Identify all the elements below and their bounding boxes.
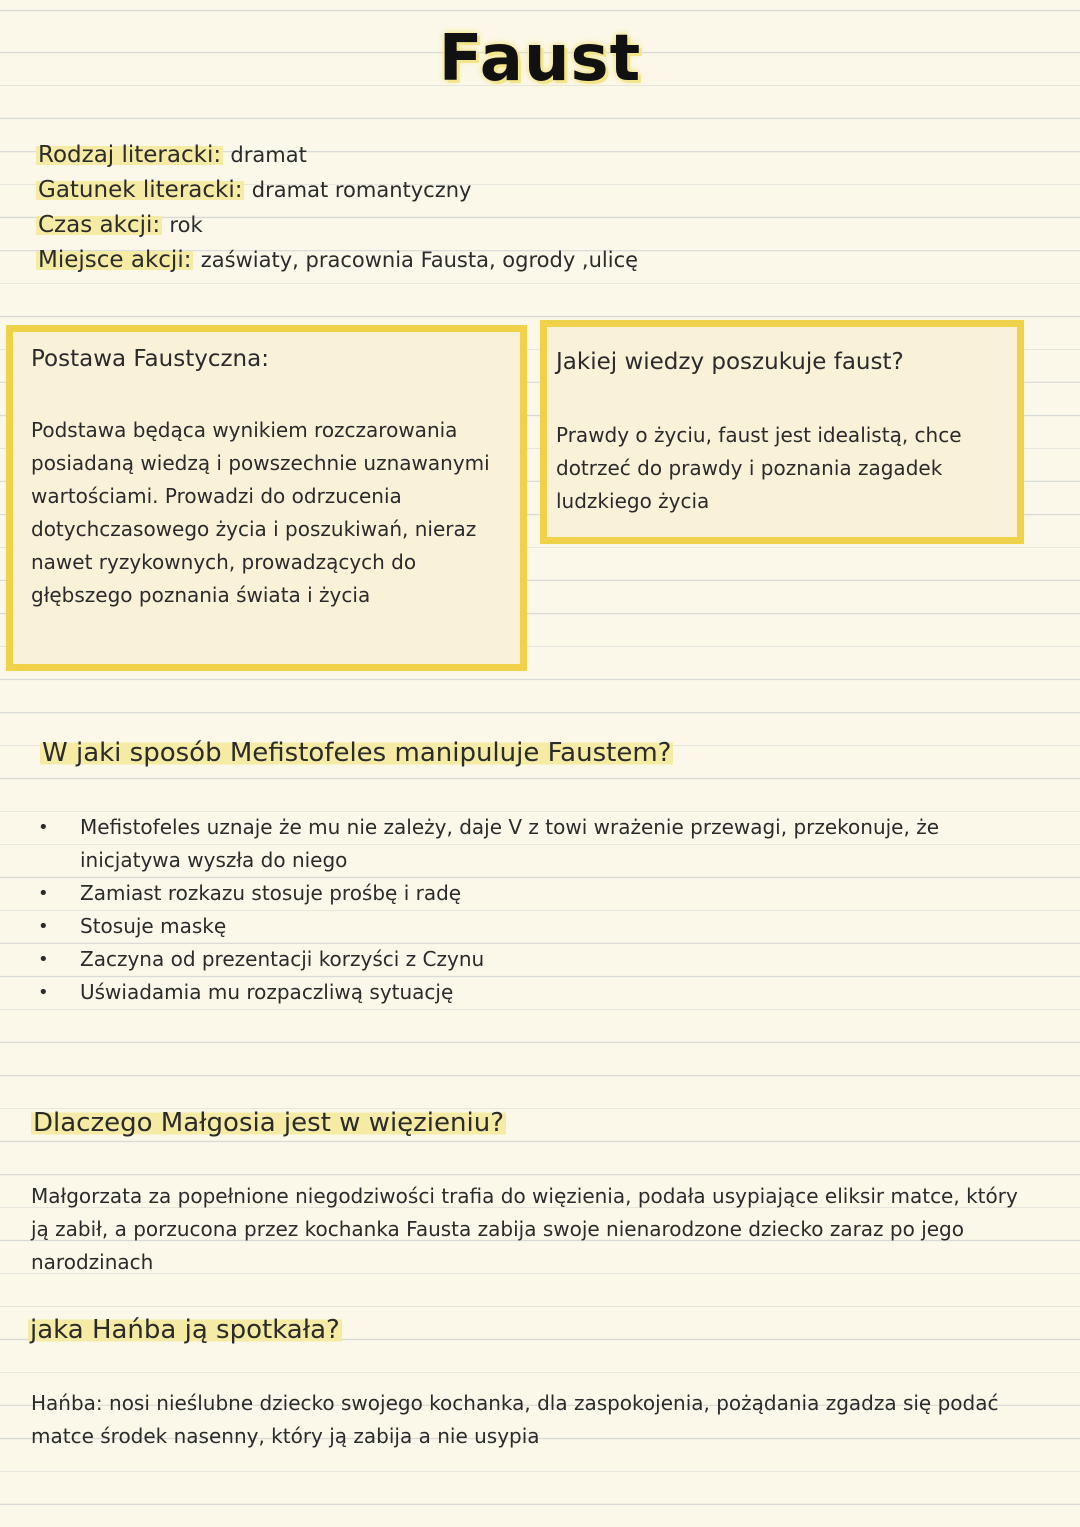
- knowledge-box: [540, 320, 1024, 544]
- prison-text: Małgorzata za popełnione niegodziwości trafia do więzienia, podała usypiające eliksir matce, który ją zabił, a porzucona przez kochanka Fausta zabija swoje nienarodzone dziecko zaraz po jego narodzinach: [31, 1184, 1018, 1274]
- meta-label: Rodzaj literacki:: [38, 142, 222, 168]
- meta-place: [36, 243, 638, 278]
- box-body: Prawdy o życiu, faust jest idealistą, chce dotrzeć do prawdy i poznania zagadek ludzkiego życia: [556, 423, 962, 513]
- box-title: Jakiej wiedzy poszukuje faust?: [556, 349, 904, 375]
- meta-value: dramat romantyczny: [251, 178, 472, 202]
- shame-text: Hańba: nosi nieślubne dziecko swojego kochanka, dla zaspokojenia, pożądania zgadza się podać matce środek nasenny, który ją zabija a nie usypia: [31, 1391, 999, 1448]
- meta-genre: [36, 173, 472, 208]
- box-body: Podstawa będąca wynikiem rozczarowania posiadaną wiedzą i powszechnie uznawanymi wartościami. Prowadzi do odrzucenia dotychczasowego życia i poszukiwań, nieraz nawet ryzykownych, prowadzących do głębszego poznania świata i życia: [31, 418, 490, 607]
- box-title: Postawa Faustyczna:: [31, 346, 269, 372]
- list-item: • Uświadamia mu rozpaczliwą sytuację: [36, 976, 1036, 1009]
- meta-label: Gatunek literacki:: [38, 177, 243, 203]
- prison-heading: Dlaczego Małgosia jest w więzieniu?: [33, 1108, 505, 1138]
- meta-value: dramat: [230, 143, 307, 167]
- meta-time: [36, 208, 203, 243]
- meta-value: rok: [169, 213, 203, 237]
- shame-heading: jaka Hańba ją spotkała?: [30, 1315, 340, 1345]
- meta-label: Miejsce akcji:: [38, 247, 192, 273]
- meta-label: Czas akcji:: [38, 212, 161, 238]
- meta-value: zaświaty, pracownia Fausta, ogrody ,ulicę: [200, 248, 639, 272]
- list-item: • Zaczyna od prezentacji korzyści z Czynu: [36, 943, 1036, 976]
- page-title: Faust: [438, 22, 642, 96]
- manipulation-list: [36, 811, 1036, 1009]
- meta-genre-kind: [36, 138, 307, 173]
- list-item: • Zamiast rozkazu stosuje prośbę i radę: [36, 877, 1036, 910]
- manipulation-heading: W jaki sposób Mefistofeles manipuluje Faustem?: [42, 738, 672, 768]
- faustian-attitude-box: [6, 325, 527, 671]
- list-item: • Mefistofeles uznaje że mu nie zależy, daje V z towi wrażenie przewagi, przekonuje, że inicjatywa wyszła do niego: [36, 811, 1036, 877]
- list-item: • Stosuje maskę: [36, 910, 1036, 943]
